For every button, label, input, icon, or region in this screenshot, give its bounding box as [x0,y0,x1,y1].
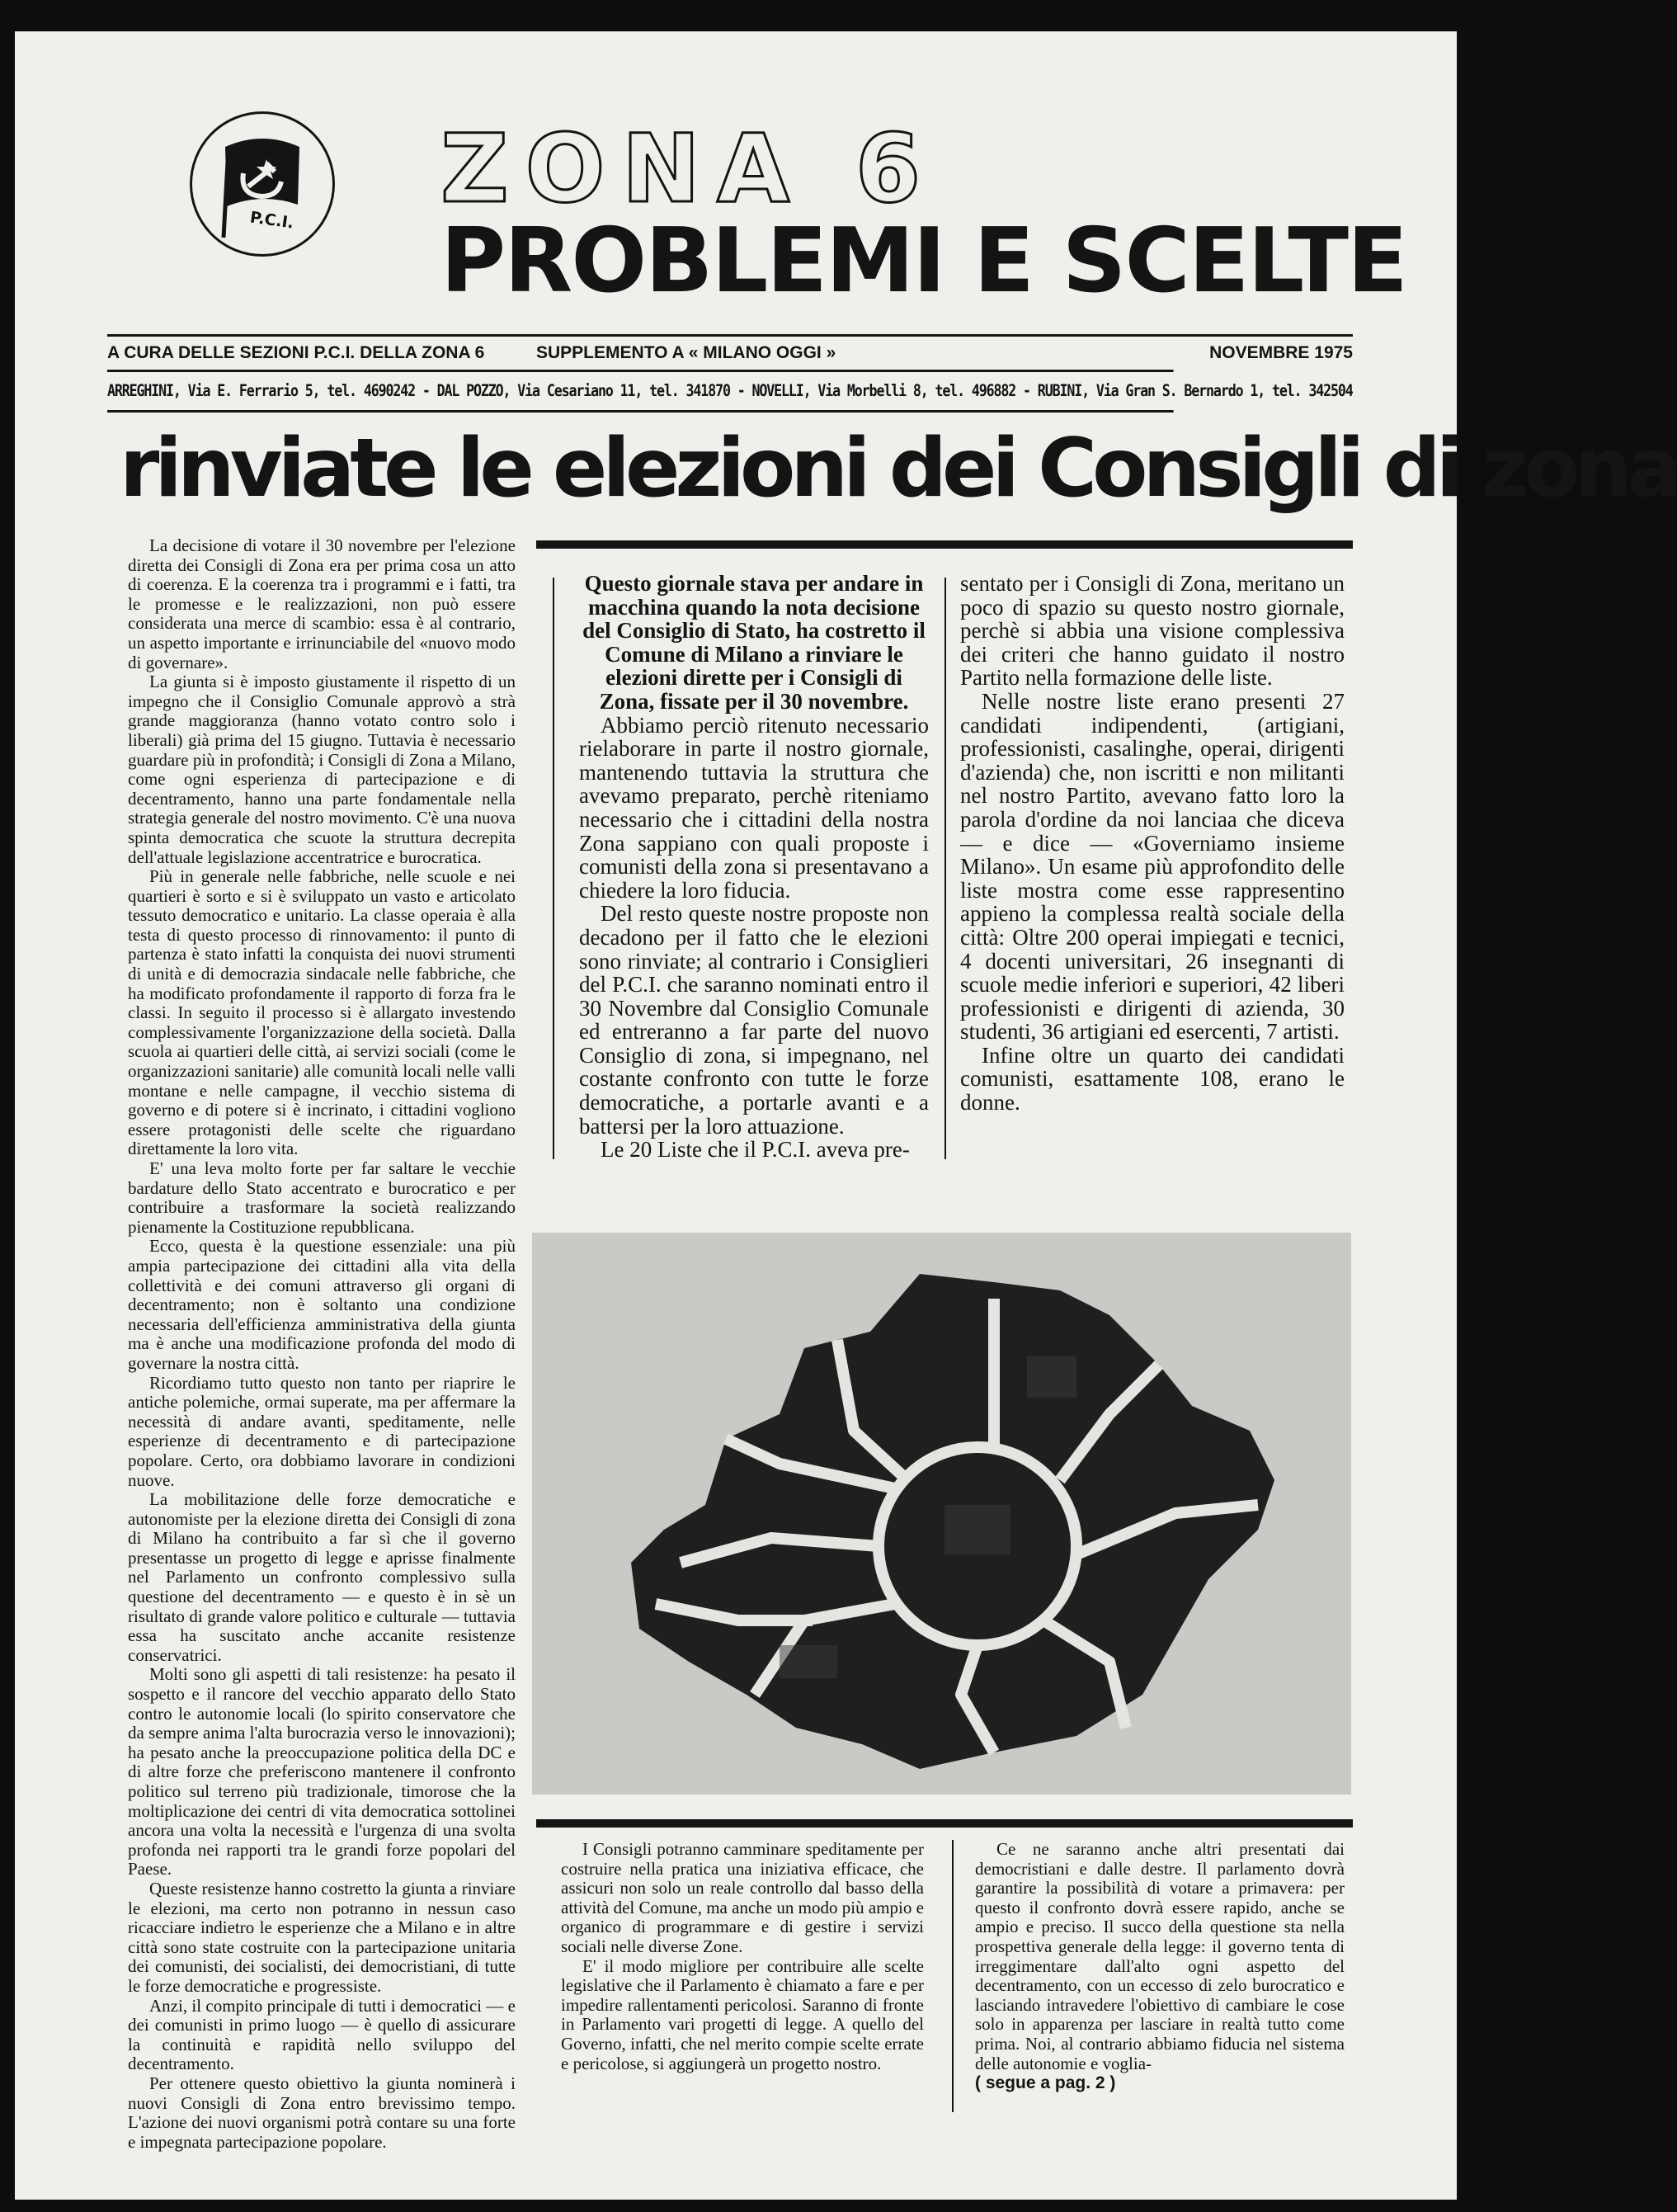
paragraph: I Consigli potranno camminare speditamente per costruire nella pratica una iniziativa efficace, che assicuri non solo un reale controllo dal basso della attività del Comune, ma anche un modo più ampio e organico di programmare e di gestire i servizi sociali nelle diverse Zone. [561,1839,924,1956]
column-divider [944,578,946,1159]
milan-zones-map [532,1233,1351,1795]
issue-date: NOVEMBRE 1975 [1209,343,1353,362]
paragraph: La decisione di votare il 30 novembre per l'elezione diretta dei Consigli di Zona era per prima cosa un atto di coerenza. E la coerenza tra i programmi e i fatti, tra le promesse e le realizzazioni, non può essere considerata una merce di scambio: essa è al contrario, un aspetto importante e irrinunciabile del «nuovo modo di governare». [128,535,516,672]
paragraph: Le 20 Liste che il P.C.I. aveva pre- [601,1137,910,1163]
paragraph: Queste resistenze hanno costretto la giunta a rinviare le elezioni, ma certo non potranno in nessun caso ricacciare indietro le esperienze che a Milano e in altre città sono state costruite con la partecipazione unitaria dei comunisti, dei socialisti, dei democristiani, di tutte le forze democratiche e progressiste. [128,1878,516,1996]
map-image [532,1233,1351,1795]
masthead-title-main: PROBLEMI E SCELTE [440,210,1406,313]
pci-logo [190,111,335,257]
paragraph: Infine oltre un quarto dei candidati comunisti, esattamente 108, erano le donne. [960,1042,1345,1115]
paragraph: sentato per i Consigli di Zona, meritano un poco di spazio su questo nostro giornale, perchè si abbia una visione complessiva dei criteri che hanno guidato il nostro Partito nella formazione delle liste. [960,571,1345,691]
article-column-1 [128,536,516,2152]
headline: rinviate le elezioni dei Consigli di zona [120,422,1677,516]
continued-line-wrap [975,2073,1345,2093]
paragraph: Per ottenere questo obiettivo la giunta nominerà i nuovi Consigli di Zona entro brevissimo tempo. L'azione dei nuovi organismi potrà contare su una forte e impegnata partecipazione popolare. [128,2073,516,2152]
notice-lead: Questo giornale stava per andare in macchina quando la nota decisione del Consiglio di Stato, ha costretto il Comune di Milano a rinviare le elezioni dirette per i Consigli di Zona, fissate per il 30 novembre. [582,571,926,714]
masthead-title-top: ZONA 6 [440,114,938,224]
paragraph: E' il modo migliore per contribuire alle scelte legislative che il Parlamento è chiamato a fare e per impedire rallentamenti pericolosi. Saranno di fronte in Parlamento vari progetti di legge. A quello del Governo, infatti, che nel merito compie scelte errate e pericolose, si aggiungerà un progetto nostro. [561,1955,924,2073]
notice-column-3 [960,572,1345,1115]
paragraph: Del resto queste nostre proposte non decadono per il fatto che le elezioni sono rinviate; al contrario i Consiglieri del P.C.I. che saranno nominati entro il 30 Novembre dal Consiglio Comunale ed entreranno a far parte del nuovo Consiglio di zona, si impegnano, nel costante confronto con tutte le forze democratiche, a portarle avanti e a battersi per la loro attuazione. [579,901,929,1139]
curated-by: A CURA DELLE SEZIONI P.C.I. DELLA ZONA 6 [107,343,485,362]
section-addresses: ARREGHINI, Via E. Ferrario 5, tel. 4690242 - DAL POZZO, Via Cesariano 11, tel. 341870 - NOVELLI, Via Morbelli 8, tel. 496882 - RUBINI, Via Gran S. Bernardo 1, tel. 342504 [107,370,1174,413]
article-column-2 [561,1840,924,2073]
hammer-sickle-icon [192,114,332,254]
paragraph: La giunta si è imposto giustamente il rispetto di un impegno che il Consiglio Comunale approvò a strà grande maggioranza (hanno votato contro solo i liberali) già prima del 15 giugno. Tuttavia è necessario guardare più in profondità; i Consigli di Zona a Milano, come ogni esperienza di partecipazione e di decentramento, hanno una parte fondamentale nella strategia generale del nostro movimento. C'è una nuova spinta democratica che scuote la struttura decrepita dell'attuale legislazione accentratrice e burocratica. [128,672,516,867]
continued-note: ( segue a pag. 2 ) [975,2073,1116,2093]
paragraph: Nelle nostre liste erano presenti 27 candidati indipendenti, (artigiani, professionisti, casalinghe, operai, dirigenti d'azienda) che, non iscritti e non militanti nel nostro Partito, avevano fatto loro la parola d'ordine da noi lanciaa che diceva — e dice — «Governiamo insieme Milano». Un esame più approfondito delle liste mostra come esse rappresentino appieno la complessa realtà sociale della città: Oltre 200 operai impiegati e tecnici, 4 docenti universitari, 26 insegnanti di scuole medie inferiori e superiori, 42 liberi professionisti e dirigenti di azienda, 30 studenti, 36 artigiani ed esercenti, 7 artisti. [960,688,1345,1045]
masthead-band [107,334,1353,370]
bottom-top-rule [536,1819,1353,1828]
logo-text: P.C.I. [248,208,295,233]
paragraph: Più in generale nelle fabbriche, nelle scuole e nei quartieri è sorto e si è sviluppato un vasto e articolato tessuto democratico e unitario. La classe operaia è alla testa di questo processo di rinnovamento: il punto di partenza è stato infatti la conquista dei nuovi strumenti di unità e di democrazia sindacale nelle fabbriche, che ha modificato profondamente il rapporto di forza fra le classi. In seguito il processo si è allargato investendo complessivamente l'organizzazione della società. Dalla scuola ai quartieri delle città, ai servizi sociali (come le organizzazioni sanitarie) alle comunità locali nelle valli montane e nelle campagne, il vecchio sistema di governo e di potere si è incrinato, i cittadini vogliono essere protagonisti delle scelte che riguardano direttamente la loro vita. [128,866,516,1159]
paragraph: Abbiamo perciò ritenuto necessario rielaborare in parte il nostro giornale, mantenendo tuttavia la struttura che avevamo preparato, perchè riteniamo necessario che i cittadini della nostra Zona sappiano con quali proposte i comunisti della zona si presentavano a chiedere la loro fiducia. [579,712,929,903]
paragraph: Ricordiamo tutto questo non tanto per riaprire le antiche polemiche, ormai superate, ma per affermare la necessità di andare avanti, speditamente, nelle esperienze di decentramento e di partecipazione popolare. Certo, ora dobbiamo lavorare in condizioni nuove. [128,1372,516,1490]
article-column-3 [975,1840,1345,2093]
paragraph: Ce ne saranno anche altri presentati dai democristiani e dalle destre. Il parlamento dovrà garantire la possibilità di votare a primavera: per questo il confronto dovrà essere rapido, anche se ampio e preciso. Il succo della questione sta nella prospettiva generale della legge: il governo tenta di irreggimentare dall'alto ogni aspetto del decentramento, con un eccesso di zelo burocratico e lasciando intravedere l'obiettivo di cambiare le cose solo in apparenza per lasciare in realtà tutto come prima. Noi, al contrario abbiamo fiducia nel sistema delle autonomie e voglia- [975,1839,1345,2073]
paragraph: La mobilitazione delle forze democratiche e autonomiste per la elezione diretta dei Consigli di zona di Milano ha contribuito a far sì che il governo presentasse un progetto di legge e aprisse finalmente nel Parlamento un confronto complessivo sulla questione del decentramento — e questo è in sè un risultato di grande valore politico e culturale — tuttavia essa ha suscitato anche accanite resistenze conservatrici. [128,1489,516,1665]
paragraph: Ecco, questa è la questione essenziale: una più ampia partecipazione dei cittadini alla vita della collettività e dei comuni attraverso gli organi di decentramento; non è soltanto una condizione necessaria dell'efficienza amministrativa della giunta ma è anche una modificazione profonda del modo di governare la nostra città. [128,1236,516,1373]
paragraph: Molti sono gli aspetti di tali resistenze: ha pesato il sospetto e il rancore del vecchio apparato dello Stato contro le autonomie locali (lo spirito conservatore che da sempre anima l'alta burocrazia verso le innovazioni); ha pesato anche la preoccupazione politica della DC e di altre forze che preferiscono mantenere il confronto politico sul terreno più tradizionale, timorose che la moltiplicazione dei centri di vita democratica sottolinei ancora una volta la necessità e l'urgenza di una svolta profonda nei rapporti tra le grandi forze popolari del Paese. [128,1664,516,1879]
paragraph: E' una leva molto forte per far saltare le vecchie bardature dello Stato accentrato e burocratico e per contribuire a trasformare la società realizzando pienamente la Costituzione repubblicana. [128,1158,516,1237]
notice-column-2 [579,572,929,1162]
column-divider [952,1840,954,2112]
supplement-note: SUPPLEMENTO A « MILANO OGGI » [536,343,836,362]
box-top-rule [536,540,1353,549]
paragraph: Anzi, il compito principale di tutti i democratici — e dei comunisti in primo luogo — è quello di assicurare la continuità e rapidità nello sviluppo del decentramento. [128,1995,516,2074]
column-divider [553,578,554,1159]
